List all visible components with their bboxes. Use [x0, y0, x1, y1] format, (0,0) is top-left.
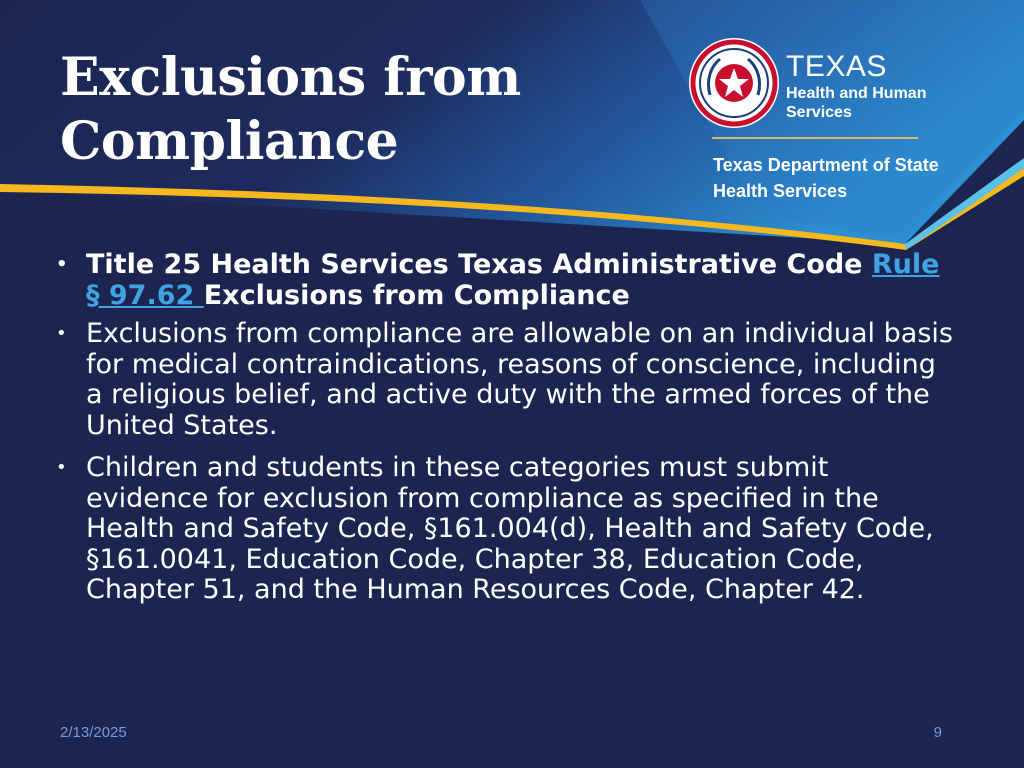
bullet-text: Children and students in these categories must submit evidence for exclusion from compliance as specified in the Health and Safety Code, §161.004(d), Health and Safety Code, §161.0041, Education Code, Chapter 38, Education Code, Chapter 51, and the Human Resources Code, Chapter 42.	[86, 452, 934, 605]
slide-title-line1: Exclusions from	[60, 47, 521, 108]
rule-link[interactable]: Rule § 97.62	[86, 249, 940, 311]
logo-agency-line1: Health and Human	[786, 85, 927, 102]
bullet-marker-icon: •	[56, 254, 68, 275]
bullet-text-prefix: Title 25 Health Services Texas Administrative Code	[86, 249, 872, 280]
slide-title-line2: Compliance	[60, 111, 399, 172]
bullet-list	[56, 250, 956, 618]
bullet-text-suffix: Exclusions from Compliance	[203, 279, 630, 311]
department-name	[713, 152, 939, 204]
footer-date: 2/13/2025	[60, 724, 127, 741]
slide-title	[60, 46, 521, 174]
bullet-item	[56, 319, 956, 441]
logo-divider	[712, 137, 918, 139]
texas-seal-icon	[688, 37, 780, 129]
department-line2: Health Services	[713, 181, 848, 201]
bullet-item	[56, 250, 956, 311]
department-line1: Texas Department of State	[713, 155, 939, 175]
hhs-logo-text	[786, 52, 926, 122]
logo-agency-line2: Services	[786, 104, 852, 121]
bullet-item	[56, 453, 956, 606]
bullet-marker-icon: •	[56, 457, 67, 478]
bullet-text: Exclusions from compliance are allowable on an individual basis for medical contraindications, reasons of conscience, including a religious belief, and active duty with the armed forces of the United States.	[86, 318, 953, 441]
bullet-marker-icon: •	[56, 323, 67, 344]
logo-state: TEXAS	[786, 50, 887, 83]
logo-agency	[786, 84, 926, 122]
page-number: 9	[933, 724, 942, 741]
